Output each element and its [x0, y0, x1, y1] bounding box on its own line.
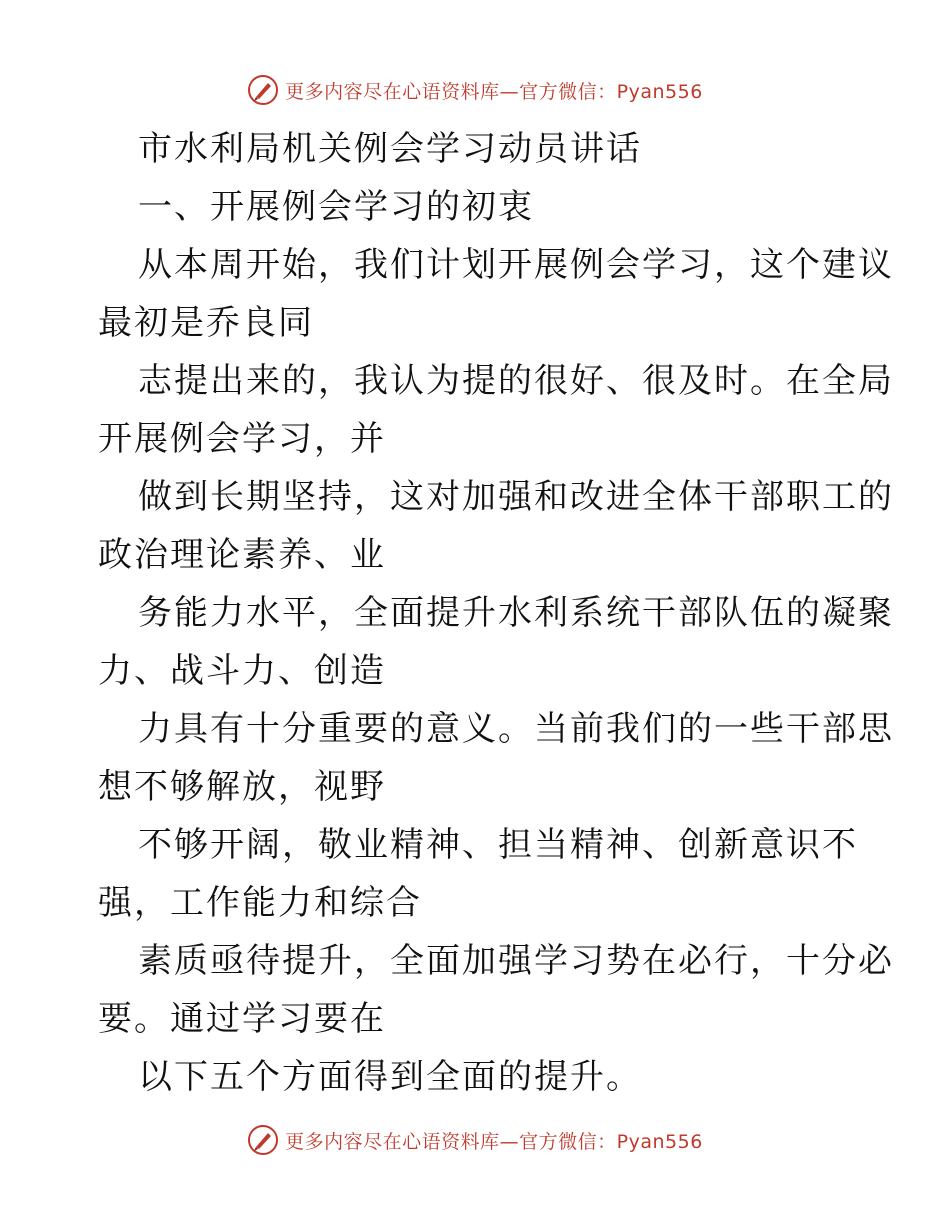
paragraph-line: 务能力水平，全面提升水利系统干部队伍的凝聚 — [138, 593, 894, 633]
paragraph-line: 最初是乔良同 — [98, 303, 314, 343]
quill-pen-logo-icon — [247, 74, 279, 106]
paragraph-line: 做到长期坚持，这对加强和改进全体干部职工的 — [138, 477, 894, 517]
footer-watermark — [0, 1120, 950, 1160]
paragraph-line: 以下五个方面得到全面的提升。 — [138, 1057, 642, 1097]
paragraph-line: 力具有十分重要的意义。当前我们的一些干部思 — [138, 709, 894, 749]
section-heading: 一、开展例会学习的初衷 — [138, 187, 534, 227]
paragraph-line: 政治理论素养、业 — [98, 535, 386, 575]
paragraph-line: 强，工作能力和综合 — [98, 883, 422, 923]
document-body — [98, 120, 894, 1106]
watermark-text: 更多内容尽在心语资料库—官方微信：Pyan556 — [285, 1130, 703, 1153]
header-watermark — [0, 70, 950, 110]
paragraph-line: 力、战斗力、创造 — [98, 651, 386, 691]
paragraph-line: 不够开阔，敬业精神、担当精神、创新意识不 — [138, 825, 858, 865]
paragraph-line: 要。通过学习要在 — [98, 999, 386, 1039]
paragraph-line: 从本周开始，我们计划开展例会学习，这个建议 — [138, 245, 894, 285]
paragraph-line: 开展例会学习，并 — [98, 419, 386, 459]
paragraph-line: 素质亟待提升，全面加强学习势在必行，十分必 — [138, 941, 894, 981]
watermark-text: 更多内容尽在心语资料库—官方微信：Pyan556 — [285, 80, 703, 103]
document-title: 市水利局机关例会学习动员讲话 — [138, 129, 642, 169]
quill-pen-logo-icon — [247, 1124, 279, 1156]
paragraph-line: 志提出来的，我认为提的很好、很及时。在全局 — [138, 361, 894, 401]
paragraph-line: 想不够解放，视野 — [98, 767, 386, 807]
